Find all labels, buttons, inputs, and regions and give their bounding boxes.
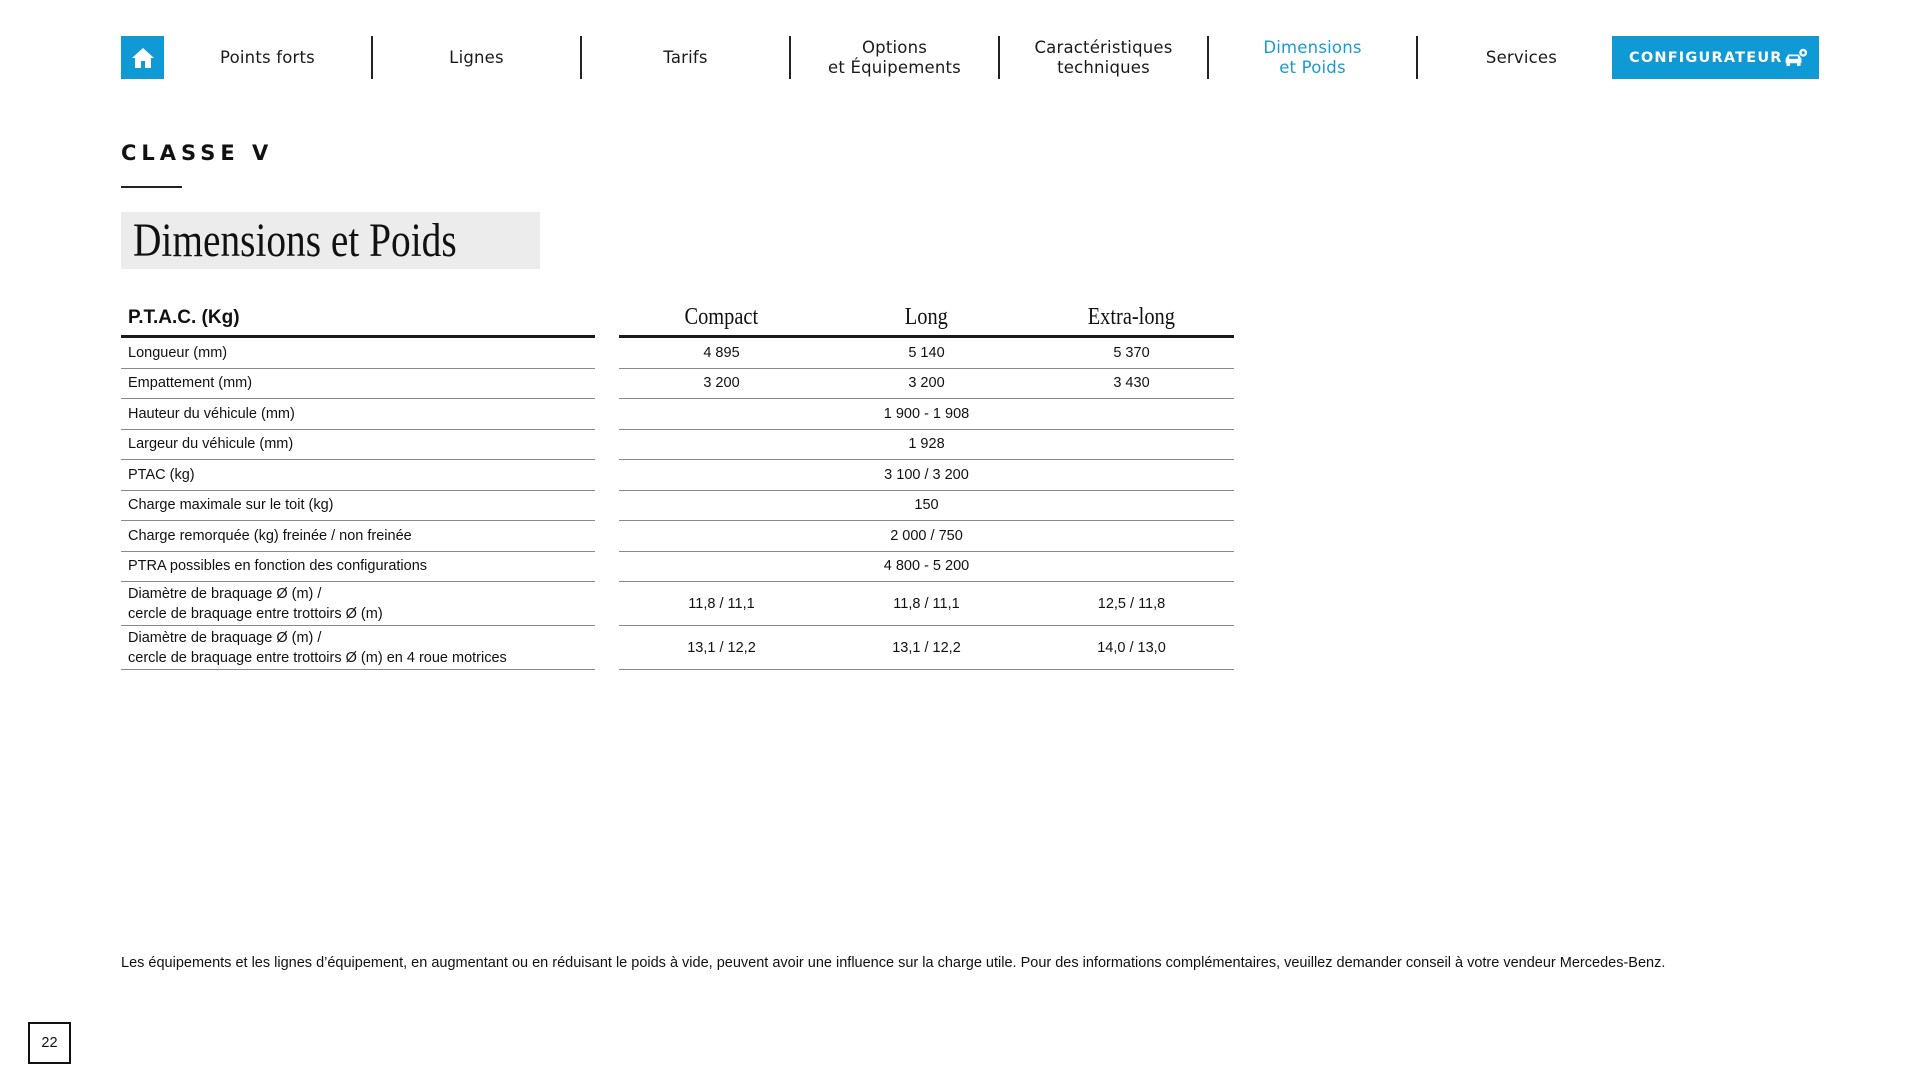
spec-table-values [619, 300, 1234, 670]
column-header-label: Long [904, 304, 949, 330]
table-cell: 11,8 / 11,1 [688, 595, 755, 612]
nav-item-label: Services [1485, 47, 1558, 67]
table-row [619, 460, 1234, 491]
nav-item-6[interactable] [1418, 36, 1625, 79]
table-cell: 3 430 [1113, 375, 1150, 392]
spec-table-labels [121, 300, 595, 670]
home-button[interactable] [121, 36, 164, 79]
row-label-text: Largeur du véhicule (mm) [128, 436, 294, 453]
table-row [619, 626, 1234, 670]
table-cell-merged: 4 800 - 5 200 [883, 558, 970, 575]
nav-item-4[interactable] [1000, 36, 1207, 79]
nav-item-label: Points forts [220, 47, 315, 67]
configurator-label: CONFIGURATEUR [1629, 49, 1783, 66]
table-row-label [121, 338, 595, 369]
nav-items [164, 36, 1625, 79]
table-row [619, 521, 1234, 552]
nav-item-label: Lignes [449, 47, 504, 67]
table-row [619, 582, 1234, 626]
row-label-text: PTRA possibles en fonction des configurations [128, 558, 428, 575]
table-cell-merged: 1 900 - 1 908 [883, 405, 970, 422]
row-label-text: Charge maximale sur le toit (kg) [128, 497, 334, 514]
table-row-label [121, 626, 595, 670]
row-label-text: Diamètre de braquage Ø (m) / cercle de braquage entre trottoirs Ø (m) en 4 roue motrices [128, 629, 507, 666]
nav-item-label: Options et Équipements [828, 37, 961, 77]
nav-item-label: Dimensions et Poids [1263, 37, 1362, 77]
nav-item-3[interactable] [791, 36, 998, 79]
configurator-button[interactable] [1612, 36, 1819, 79]
table-cell-merged: 3 100 / 3 200 [884, 466, 969, 483]
table-cell: 11,8 / 11,1 [893, 595, 960, 612]
table-cell-merged: 2 000 / 750 [890, 527, 963, 544]
row-label-text: Charge remorquée (kg) freinée / non freinée [128, 527, 412, 544]
car-settings-icon [1783, 46, 1809, 70]
nav-item-2[interactable] [582, 36, 789, 79]
table-cell: 5 140 [908, 344, 945, 361]
column-header-label: Compact [684, 304, 759, 330]
table-row-label [121, 491, 595, 522]
nav-item-0[interactable] [164, 36, 371, 79]
table-cell-merged: 1 928 [908, 436, 945, 453]
row-label-text: Hauteur du véhicule (mm) [128, 405, 295, 422]
row-label-text: Empattement (mm) [128, 375, 253, 392]
home-icon [131, 47, 155, 69]
table-row [619, 369, 1234, 400]
table-cell-merged: 150 [914, 497, 939, 514]
table-column-headers [619, 300, 1234, 338]
row-label-text: Longueur (mm) [128, 344, 228, 361]
top-nav [121, 36, 1821, 79]
column-header [619, 304, 824, 331]
table-cell: 14,0 / 13,0 [1097, 639, 1166, 656]
table-row-header: P.T.A.C. (Kg) [121, 300, 595, 338]
table-row-label [121, 582, 595, 626]
table-cell: 4 895 [703, 344, 740, 361]
table-cell: 12,5 / 11,8 [1097, 595, 1166, 612]
nav-item-1[interactable] [373, 36, 580, 79]
table-row [619, 338, 1234, 369]
page-title-box [121, 212, 540, 269]
row-label-text: PTAC (kg) [128, 466, 195, 483]
table-row [619, 399, 1234, 430]
nav-item-label: Caractéristiques techniques [1034, 37, 1173, 77]
table-cell: 3 200 [703, 375, 740, 392]
table-row-label [121, 552, 595, 583]
page-title: Dimensions et Poids [133, 214, 457, 267]
table-row-label [121, 399, 595, 430]
table-row-label [121, 430, 595, 461]
table-cell: 3 200 [908, 375, 945, 392]
section-divider [121, 186, 182, 188]
table-row-label [121, 521, 595, 552]
table-row [619, 552, 1234, 583]
table-row [619, 430, 1234, 461]
footnote: Les équipements et les lignes d’équipement, en augmentant ou en réduisant le poids à vide, peuvent avoir une influence sur la charge utile. Pour des informations complémentaires, veuillez demander conseil à votre vendeur Mercedes-Benz. [121, 955, 1666, 971]
column-header [1029, 304, 1234, 331]
table-cell: 5 370 [1113, 344, 1150, 361]
column-header [824, 304, 1029, 331]
nav-item-5[interactable] [1209, 36, 1416, 79]
table-row [619, 491, 1234, 522]
page-number: 22 [28, 1022, 71, 1064]
section-label: CLASSE V [121, 141, 274, 165]
table-row-label [121, 369, 595, 400]
table-row-label [121, 460, 595, 491]
column-header-label: Extra-long [1087, 304, 1176, 330]
row-label-text: Diamètre de braquage Ø (m) / cercle de braquage entre trottoirs Ø (m) [128, 585, 383, 622]
nav-item-label: Tarifs [663, 47, 708, 67]
table-cell: 13,1 / 12,2 [687, 639, 756, 656]
table-cell: 13,1 / 12,2 [892, 639, 961, 656]
